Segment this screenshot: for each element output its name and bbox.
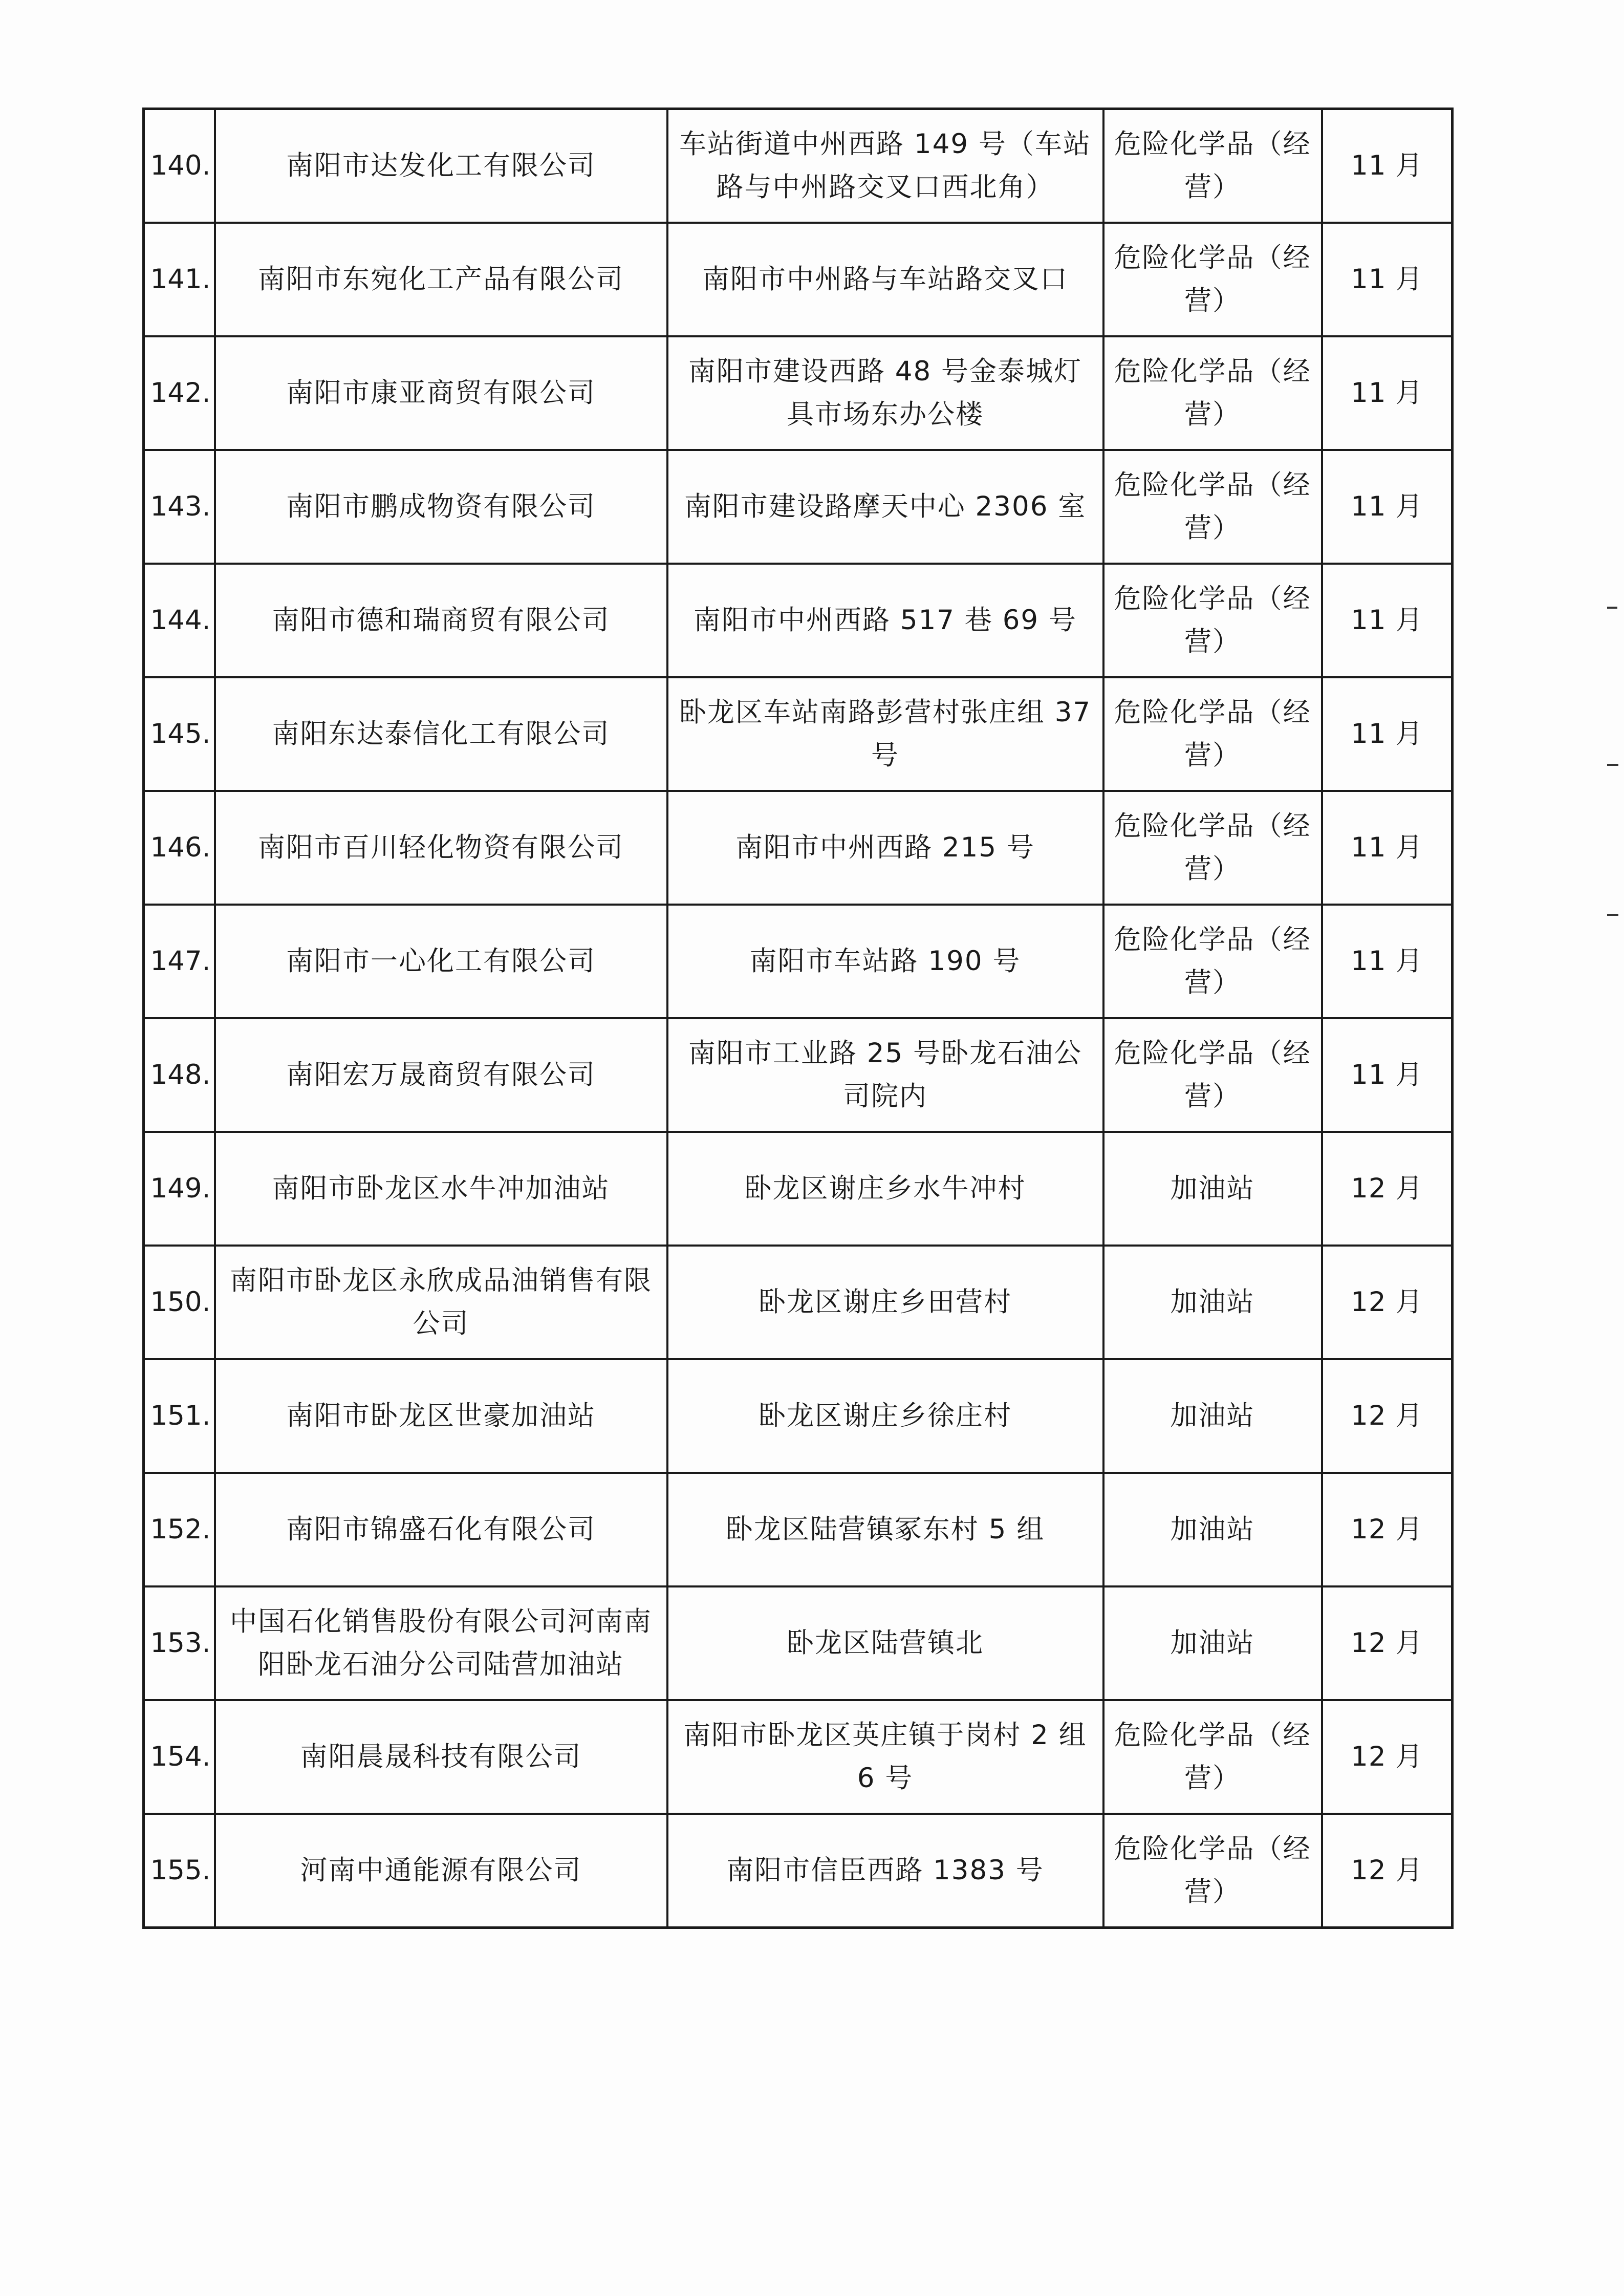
company-address: 卧龙区陆营镇北 xyxy=(667,1586,1103,1700)
table-row xyxy=(144,1132,1453,1246)
industry-type: 危险化学品（经营） xyxy=(1103,1018,1322,1132)
scan-mark xyxy=(1607,607,1617,609)
row-number: 151. xyxy=(144,1359,215,1473)
row-number: 140. xyxy=(144,109,215,223)
company-name: 南阳晨晟科技有限公司 xyxy=(215,1700,667,1814)
industry-type: 危险化学品（经营） xyxy=(1103,1700,1322,1814)
table-row xyxy=(144,1473,1453,1586)
industry-type: 加油站 xyxy=(1103,1132,1322,1246)
inspection-month: 12 月 xyxy=(1322,1473,1453,1586)
scan-mark xyxy=(1607,914,1618,916)
inspection-month: 11 月 xyxy=(1322,223,1453,336)
row-number: 155. xyxy=(144,1814,215,1928)
inspection-month: 11 月 xyxy=(1322,677,1453,791)
company-name: 南阳宏万晟商贸有限公司 xyxy=(215,1018,667,1132)
industry-type: 加油站 xyxy=(1103,1246,1322,1359)
inspection-month: 12 月 xyxy=(1322,1814,1453,1928)
table-row xyxy=(144,1359,1453,1473)
table-row xyxy=(144,450,1453,564)
inspection-month: 12 月 xyxy=(1322,1359,1453,1473)
industry-type: 危险化学品（经营） xyxy=(1103,905,1322,1018)
inspection-month: 12 月 xyxy=(1322,1586,1453,1700)
company-address: 车站街道中州西路 149 号（车站路与中州路交叉口西北角） xyxy=(667,109,1103,223)
row-number: 150. xyxy=(144,1246,215,1359)
company-address: 南阳市信臣西路 1383 号 xyxy=(667,1814,1103,1928)
company-name: 南阳市卧龙区世豪加油站 xyxy=(215,1359,667,1473)
row-number: 145. xyxy=(144,677,215,791)
industry-type: 危险化学品（经营） xyxy=(1103,1814,1322,1928)
row-number: 148. xyxy=(144,1018,215,1132)
table-row xyxy=(144,564,1453,677)
row-number: 144. xyxy=(144,564,215,677)
company-name: 河南中通能源有限公司 xyxy=(215,1814,667,1928)
inspection-month: 11 月 xyxy=(1322,564,1453,677)
table-row xyxy=(144,1814,1453,1928)
company-name: 南阳市东宛化工产品有限公司 xyxy=(215,223,667,336)
company-name: 南阳市一心化工有限公司 xyxy=(215,905,667,1018)
company-name: 南阳东达泰信化工有限公司 xyxy=(215,677,667,791)
inspection-month: 11 月 xyxy=(1322,1018,1453,1132)
scan-mark xyxy=(1607,764,1618,766)
table-body xyxy=(144,109,1453,1928)
table-row xyxy=(144,109,1453,223)
inspection-month: 11 月 xyxy=(1322,791,1453,905)
row-number: 153. xyxy=(144,1586,215,1700)
company-name: 南阳市卧龙区水牛冲加油站 xyxy=(215,1132,667,1246)
inspection-month: 11 月 xyxy=(1322,450,1453,564)
table-row xyxy=(144,905,1453,1018)
table-row xyxy=(144,223,1453,336)
company-address: 南阳市车站路 190 号 xyxy=(667,905,1103,1018)
table-row xyxy=(144,1700,1453,1814)
industry-type: 危险化学品（经营） xyxy=(1103,791,1322,905)
company-name: 中国石化销售股份有限公司河南南阳卧龙石油分公司陆营加油站 xyxy=(215,1586,667,1700)
row-number: 154. xyxy=(144,1700,215,1814)
company-name: 南阳市锦盛石化有限公司 xyxy=(215,1473,667,1586)
company-name: 南阳市卧龙区永欣成品油销售有限公司 xyxy=(215,1246,667,1359)
company-address: 卧龙区陆营镇冢东村 5 组 xyxy=(667,1473,1103,1586)
table-row xyxy=(144,336,1453,450)
row-number: 141. xyxy=(144,223,215,336)
company-address: 南阳市工业路 25 号卧龙石油公司院内 xyxy=(667,1018,1103,1132)
enterprise-inspection-table xyxy=(142,108,1454,1929)
table-row xyxy=(144,1586,1453,1700)
company-address: 南阳市卧龙区英庄镇于岗村 2 组 6 号 xyxy=(667,1700,1103,1814)
table-row xyxy=(144,791,1453,905)
row-number: 142. xyxy=(144,336,215,450)
table-row xyxy=(144,677,1453,791)
inspection-month: 12 月 xyxy=(1322,1246,1453,1359)
company-address: 南阳市中州路与车站路交叉口 xyxy=(667,223,1103,336)
industry-type: 危险化学品（经营） xyxy=(1103,677,1322,791)
row-number: 149. xyxy=(144,1132,215,1246)
inspection-month: 11 月 xyxy=(1322,905,1453,1018)
industry-type: 危险化学品（经营） xyxy=(1103,450,1322,564)
company-name: 南阳市德和瑞商贸有限公司 xyxy=(215,564,667,677)
company-address: 卧龙区车站南路彭营村张庄组 37 号 xyxy=(667,677,1103,791)
industry-type: 危险化学品（经营） xyxy=(1103,336,1322,450)
industry-type: 危险化学品（经营） xyxy=(1103,109,1322,223)
inspection-month: 11 月 xyxy=(1322,336,1453,450)
industry-type: 危险化学品（经营） xyxy=(1103,223,1322,336)
table-row xyxy=(144,1246,1453,1359)
company-address: 南阳市建设西路 48 号金泰城灯具市场东办公楼 xyxy=(667,336,1103,450)
row-number: 143. xyxy=(144,450,215,564)
row-number: 146. xyxy=(144,791,215,905)
company-address: 南阳市中州西路 517 巷 69 号 xyxy=(667,564,1103,677)
industry-type: 危险化学品（经营） xyxy=(1103,564,1322,677)
company-address: 南阳市中州西路 215 号 xyxy=(667,791,1103,905)
company-address: 卧龙区谢庄乡田营村 xyxy=(667,1246,1103,1359)
company-name: 南阳市鹏成物资有限公司 xyxy=(215,450,667,564)
company-address: 南阳市建设路摩天中心 2306 室 xyxy=(667,450,1103,564)
row-number: 147. xyxy=(144,905,215,1018)
company-address: 卧龙区谢庄乡水牛冲村 xyxy=(667,1132,1103,1246)
inspection-month: 11 月 xyxy=(1322,109,1453,223)
industry-type: 加油站 xyxy=(1103,1586,1322,1700)
company-address: 卧龙区谢庄乡徐庄村 xyxy=(667,1359,1103,1473)
row-number: 152. xyxy=(144,1473,215,1586)
inspection-month: 12 月 xyxy=(1322,1132,1453,1246)
company-name: 南阳市达发化工有限公司 xyxy=(215,109,667,223)
inspection-month: 12 月 xyxy=(1322,1700,1453,1814)
industry-type: 加油站 xyxy=(1103,1359,1322,1473)
industry-type: 加油站 xyxy=(1103,1473,1322,1586)
table-row xyxy=(144,1018,1453,1132)
company-name: 南阳市康亚商贸有限公司 xyxy=(215,336,667,450)
company-name: 南阳市百川轻化物资有限公司 xyxy=(215,791,667,905)
